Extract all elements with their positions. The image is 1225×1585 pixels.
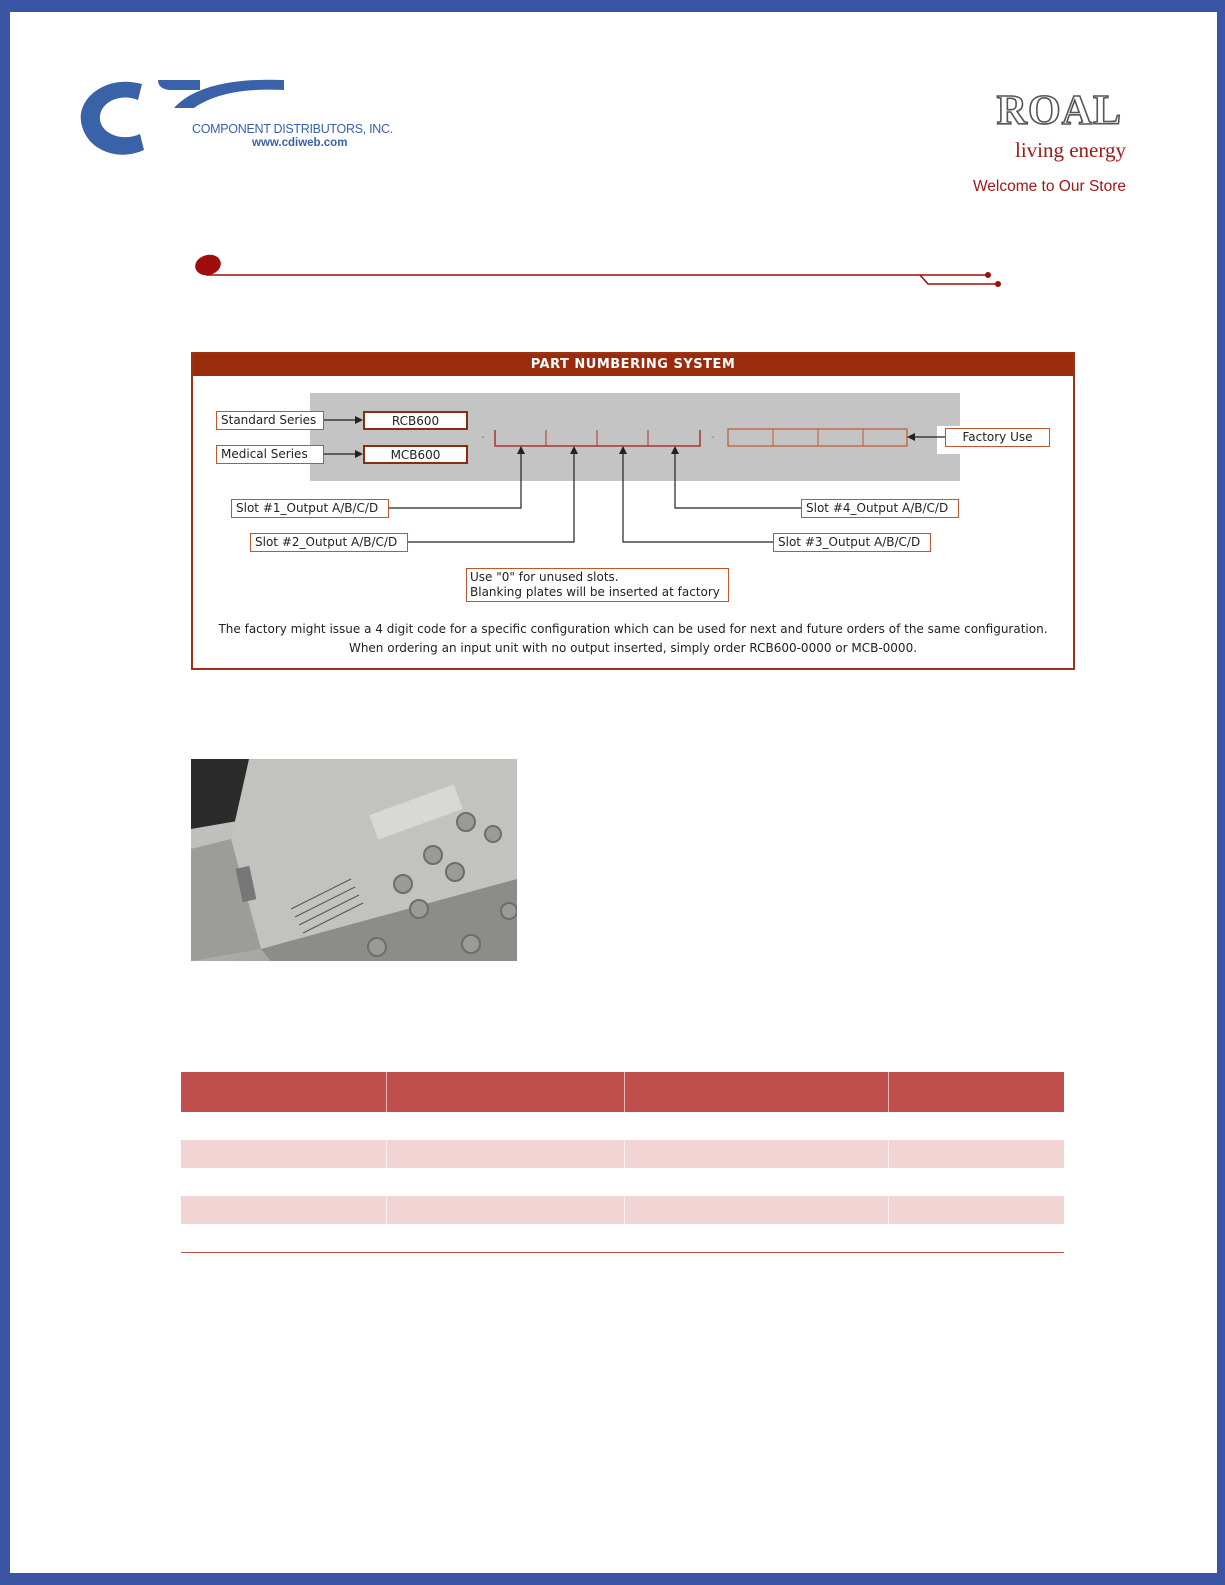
table-cell [181,1224,387,1252]
document-page [10,12,1217,1573]
power-supply-photo-icon [191,759,517,961]
roal-tagline: living energy [1014,138,1126,162]
slot-3-label: Slot #3_Output A/B/C/D [773,533,931,552]
table-row [181,1140,1064,1168]
table-cell [889,1196,1064,1224]
medical-series-label: Medical Series [216,445,324,464]
decorative-divider [192,252,1022,302]
footnote-line-2: When ordering an input unit with no output inserted, simply order RCB600-0000 or MCB-0000. [348,641,918,655]
table-cell [181,1140,387,1168]
table-cell [387,1112,625,1140]
standard-series-code: RCB600 [363,411,468,430]
part-numbering-title: PART NUMBERING SYSTEM [193,354,1073,376]
table-header-cell [625,1072,889,1112]
note-line-1: Use "0" for unused slots. [470,570,619,584]
medical-series-code: MCB600 [363,445,468,464]
table-row [181,1196,1064,1224]
spec-table [181,1072,1064,1253]
slot-4-label: Slot #4_Output A/B/C/D [801,499,959,518]
svg-text:-: - [711,432,715,443]
table-cell [181,1112,387,1140]
roal-logo [972,87,1152,207]
slot-2-label: Slot #2_Output A/B/C/D [250,533,408,552]
table-cell [181,1196,387,1224]
roal-welcome-text[interactable]: Welcome to Our Store [972,178,1126,195]
table-cell [625,1168,889,1196]
unused-slots-note [466,568,729,602]
table-cell [889,1168,1064,1196]
table-cell [625,1112,889,1140]
table-cell [181,1168,387,1196]
cdi-swoosh-icon [174,78,294,108]
table-cell [625,1140,889,1168]
table-header-cell [181,1072,387,1112]
table-cell [387,1196,625,1224]
cdi-website[interactable]: www.cdiweb.com [252,137,348,149]
roal-wordmark: ROAL [996,88,1122,134]
footnote-line-1: The factory might issue a 4 digit code for a specific configuration which can be used for next and future orders of the same configuration. [218,622,1048,636]
table-row [181,1168,1064,1196]
table-cell [387,1140,625,1168]
table-cell [625,1196,889,1224]
table-cell [625,1224,889,1252]
factory-use-label: Factory Use [945,428,1050,447]
cdi-logo [80,78,393,160]
part-numbering-system [191,352,1075,670]
note-line-2: Blanking plates will be inserted at factory [470,585,720,599]
svg-text:-: - [481,432,485,443]
table-header-cell [889,1072,1064,1112]
table-cell [889,1112,1064,1140]
table-row [181,1112,1064,1140]
table-header-cell [387,1072,625,1112]
table-cell [889,1140,1064,1168]
table-cell [387,1224,625,1252]
product-photo [191,759,517,961]
table-bottom-rule [181,1252,1064,1253]
table-body [181,1112,1064,1252]
cdi-company-name: COMPONENT DISTRIBUTORS, INC. [192,122,393,136]
table-cell [387,1168,625,1196]
standard-series-label: Standard Series [216,411,324,430]
table-row [181,1224,1064,1252]
slot-1-label: Slot #1_Output A/B/C/D [231,499,389,518]
table-cell [889,1224,1064,1252]
table-header-row [181,1072,1064,1112]
